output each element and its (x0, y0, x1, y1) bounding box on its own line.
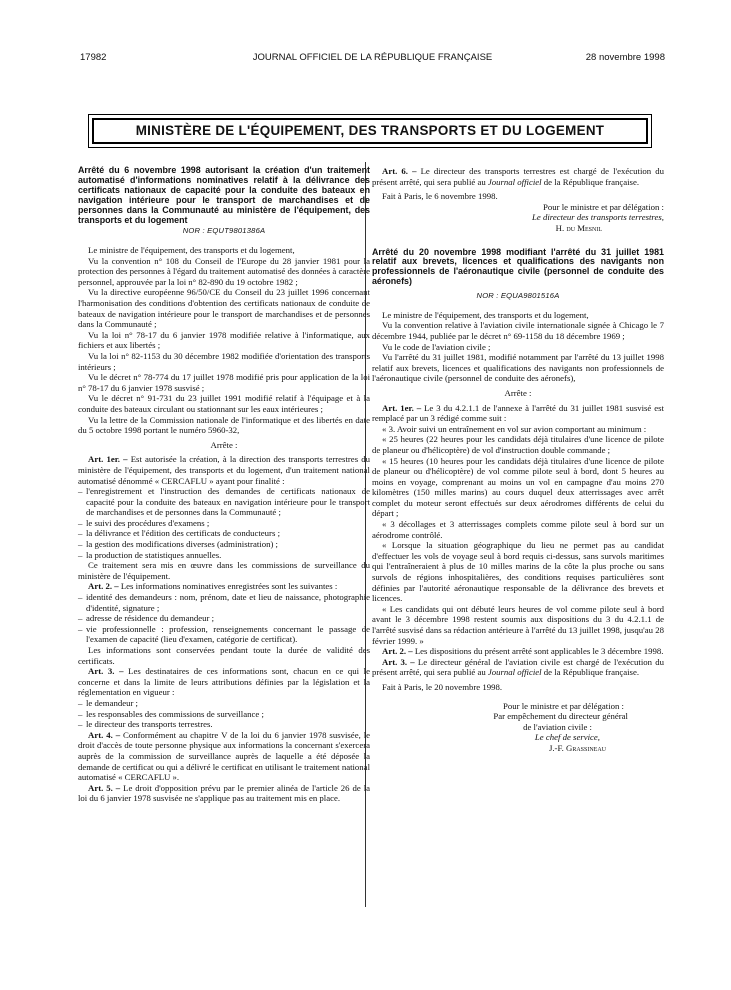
list-item: – le suivi des procédures d'examens ; (78, 518, 370, 529)
fait-a-paris: Fait à Paris, le 20 novembre 1998. (382, 681, 503, 692)
signature-line: Par empêchement du directeur général (493, 711, 628, 722)
article-2 (372, 646, 664, 657)
article-text: Le 3 du 4.2.1.1 de l'annexe à l'arrêté du 31 juillet 1981 susvisé est remplacé par un 3 rédigé comme suit : (372, 402, 664, 424)
article-label: Art. 3. – (382, 656, 415, 667)
page-header (80, 52, 665, 66)
signature-line: Pour le ministre et par délégation : (542, 201, 664, 212)
visa: Vu le décret n° 78-774 du 17 juillet 1978 modifié pris pour application de la loi n° 78-17 du 6 janvier 1978 susvisé ; (78, 372, 370, 393)
article-text: Le directeur des transports terrestres est chargé de l'exécution du présent arrêté, qui sera publié au (372, 166, 665, 187)
list-item: – l'enregistrement et l'instruction des demandes de certificats nationaux de capacité pour la conduite des bateaux en navigation intérieure pour le transport de marchandises et de personnes dans la Communauté ; (78, 486, 370, 518)
signature-line: de l'aviation civile : (523, 721, 592, 732)
list-item: – la gestion des modifications diverses (administration) ; (78, 539, 370, 550)
article-2 (78, 581, 370, 592)
quoted-paragraph: « 3. Avoir suivi un entraînement en vol sur avion comportant au minimum : (382, 423, 647, 434)
article-1 (372, 403, 664, 424)
article-label: Art. 2. – (88, 581, 119, 592)
quoted-paragraph: « 25 heures (22 heures pour les candidats déjà titulaires d'une licence de pilote de planeur ou d'hélicoptère) de vol d'instruction double commande ; (372, 434, 664, 455)
article-1 (78, 454, 370, 486)
arrete-label: Arrête : (504, 387, 532, 398)
list-item: – le demandeur ; (78, 698, 370, 709)
article-text: Le directeur général de l'aviation civile est chargé de l'exécution du présent arrêté, qui sera publié au (372, 656, 665, 678)
article-text: Les destinataires de ces informations sont, chacun en ce qui le concerne et dans la limite de leurs attributions définies par la législation et la réglementation en vigueur : (78, 666, 370, 698)
article-3 (372, 657, 664, 678)
visa: Le ministre de l'équipement, des transports et du logement, (88, 245, 295, 256)
visa: Vu la convention relative à l'aviation civile internationale signée à Chicago le 7 décembre 1944, publiée par le décret n° 69-1158 du 18 décembre 1969 ; (372, 320, 664, 341)
visa: Vu la lettre de la Commission nationale de l'informatique et des libertés en date du 5 octobre 1998 portant le numéro 5960-32, (78, 414, 370, 436)
signature-line: Pour le ministre et par délégation : (502, 700, 624, 711)
quoted-paragraph: « Lorsque la situation géographique du lieu ne permet pas au candidat d'effectuer les vols de voyage seul à bord requis ci-dessus, sans survols maritimes qui l'entraîneraient à plus de 10 milles marins de la côte la plus proche ou sans survols de régions inhospitalières, des conditions requises particulières sont définies par l'autorité aéronautique responsable de la délivrance des brevets et licences. (372, 540, 664, 604)
quoted-paragraph: « Les candidats qui ont débuté leurs heures de vol comme pilote seul à bord avant le 3 décembre 1998 restent soumis aux dispositions du 3 du 4.2.1.1 de l'arrêté susvisé dans sa rédaction antérieure à l'arrêté du 13 juillet 1998, jusqu'au 28 février 1999. » (372, 603, 664, 646)
issue-date: 28 novembre 1998 (585, 52, 665, 63)
list-item: – les responsables des commissions de surveillance ; (78, 709, 370, 720)
visa: Vu le code de l'aviation civile ; (382, 341, 491, 352)
article-5 (78, 783, 370, 804)
quoted-paragraph: « 15 heures (10 heures pour les candidats déjà titulaires d'une licence de pilote de planeur ou d'hélicoptère) de vol comme pilote seul à bord, dont 5 heures au moins en voyage, comprenant au moins un vol en campagne d'au moins 270 kilomètres (150 milles marins) au cours duquel deux atterrissages avec arrêt complet du moteur seront effectués sur deux aérodromes différents de celui du départ ; (372, 455, 664, 519)
article-text: Le droit d'opposition prévu par le premier alinéa de l'article 26 de la loi du 6 janvier 1978 susvisée ne s'applique pas au traitement mis en place. (78, 782, 371, 804)
visa: Vu le décret n° 91-731 du 23 juillet 1991 modifié relatif à l'équipage et à la conduite des bateaux circulant ou stationnant sur les eaux intérieures ; (78, 393, 370, 414)
article-text: de la République française. (543, 667, 640, 678)
visa: Vu la loi n° 82-1153 du 30 décembre 1982 modifiée d'orientation des transports intérieurs ; (78, 350, 370, 372)
article-text: de la République française. (543, 176, 640, 187)
arrete-label: Arrête : (210, 439, 238, 450)
list-item: – identité des demandeurs : nom, prénom, date et lieu de naissance, photographie d'identité, signature ; (78, 592, 370, 613)
journal-reference: Journal officiel (487, 667, 542, 678)
article-text: Les dispositions du présent arrêté sont applicables le 3 décembre 1998. (414, 646, 664, 657)
visa: Vu l'arrêté du 31 juillet 1981, modifié notamment par l'arrêté du 13 juillet 1998 relatif aux brevets, licences et qualifications des navigants non professionnels de l'aéronautique civile (personnel de conduite des aéronefs), (372, 352, 664, 384)
article-text: Est autorisée la création, à la direction des transports terrestres du ministère de l'équipement, des transports et du logement, d'un traitement national automatisé dénommé « CERCAFLU » ayant pour finalité : (78, 454, 371, 486)
article-3 (78, 666, 370, 698)
list-item: – le directeur des transports terrestres. (78, 719, 370, 730)
signature-name: H. du Mesnil (555, 222, 602, 233)
page-number: 17982 (80, 52, 107, 63)
article-label: Art. 3. – (88, 666, 124, 677)
article-label: Art. 5. – (88, 782, 121, 793)
article-text: Les informations nominatives enregistrées sont les suivantes : (120, 581, 338, 592)
left-column (78, 166, 370, 804)
ministry-banner: MINISTÈRE DE L'ÉQUIPEMENT, DES TRANSPORTS ET DU LOGEMENT (92, 118, 648, 144)
arrete1-nor: NOR : EQUT9801386A (182, 226, 266, 236)
article-label: Art. 1er. – (88, 454, 128, 465)
article-label: Art. 6. – (382, 166, 417, 176)
article-label: Art. 1er. – (382, 402, 422, 413)
signature-name: J.-F. Grassineau (548, 742, 606, 753)
arrete2-title: Arrêté du 20 novembre 1998 modifiant l'arrêté du 31 juillet 1981 relatif aux brevets, licences et qualifications des navigants non professionnels de l'aéronautique civile (personnel de conduite des aéronefs) (372, 246, 664, 287)
journal-reference: Journal officiel (487, 176, 542, 187)
article-closing: Ce traitement sera mis en œuvre dans les commissions de surveillance du ministère de l'équipement. (78, 560, 370, 581)
article-label: Art. 4. – (88, 729, 121, 740)
spacer (372, 234, 664, 248)
arrete1-title: Arrêté du 6 novembre 1998 autorisant la création d'un traitement automatisé d'informations nominatives relatif à la délivrance des certificats nationaux de capacité pour la conduite des bateaux en navigation intérieure pour le transport de marchandises et de personnes dans la Communauté au ministère de l'équipement, des transports et du logement (78, 165, 370, 225)
article-label: Art. 2. – (382, 646, 413, 657)
journal-title: JOURNAL OFFICIEL DE LA RÉPUBLIQUE FRANÇAISE (252, 52, 493, 63)
spacer (372, 693, 664, 701)
visa: Le ministre de l'équipement, des transports et du logement, (382, 309, 589, 320)
quoted-paragraph: « 3 décollages et 3 atterrissages complets comme pilote seul à bord sur un aérodrome contrôlé. (372, 519, 664, 540)
signature-title: Le chef de service, (534, 732, 600, 743)
article-closing: Les informations sont conservées pendant toute la durée de validité des certificats. (78, 645, 370, 666)
list-item: – vie professionnelle : profession, renseignements concernant le passage de l'examen de capacité (lieu d'examen, catégorie de certificat). (78, 624, 370, 645)
list-item: – la production de statistiques annuelles. (78, 550, 370, 561)
list-item: – la délivrance et l'édition des certificats de conducteurs ; (78, 528, 370, 539)
article-6 (372, 166, 664, 187)
arrete2-nor: NOR : EQUA9801516A (476, 291, 560, 301)
fait-a-paris: Fait à Paris, le 6 novembre 1998. (382, 191, 498, 202)
visa: Vu la loi n° 78-17 du 6 janvier 1978 modifiée relative à l'informatique, aux fichiers et aux libertés ; (78, 329, 370, 351)
article-text: Conformément au chapitre V de la loi du 6 janvier 1978 susvisée, le droit d'accès de toute personne physique aux informations la concernant s'exercera auprès de la commission de surveillance auprès de laquelle a été déposée la demande de certificat ou qui a délivré le certificat en utilisant le traitement national automatisé « CERCAFLU ». (78, 729, 371, 783)
list-item: – adresse de résidence du demandeur ; (78, 613, 370, 624)
visa: Vu la directive européenne 96/50/CE du Conseil du 23 juillet 1996 concernant l'harmonisation des conditions d'obtention des certificats nationaux de conduite de bateaux de navigation intérieure pour le transport de marchandises et de personnes dans la Communauté ; (78, 287, 370, 330)
visa: Vu la convention n° 108 du Conseil de l'Europe du 28 janvier 1981 pour la protection des personnes à l'égard du traitement automatisé des données à caractère personnel, approuvée par la loi n° 82-890 du 19 octobre 1982 ; (78, 255, 370, 287)
signature-title: Le directeur des transports terrestres, (532, 212, 664, 223)
article-4 (78, 730, 370, 783)
right-column (372, 166, 664, 754)
